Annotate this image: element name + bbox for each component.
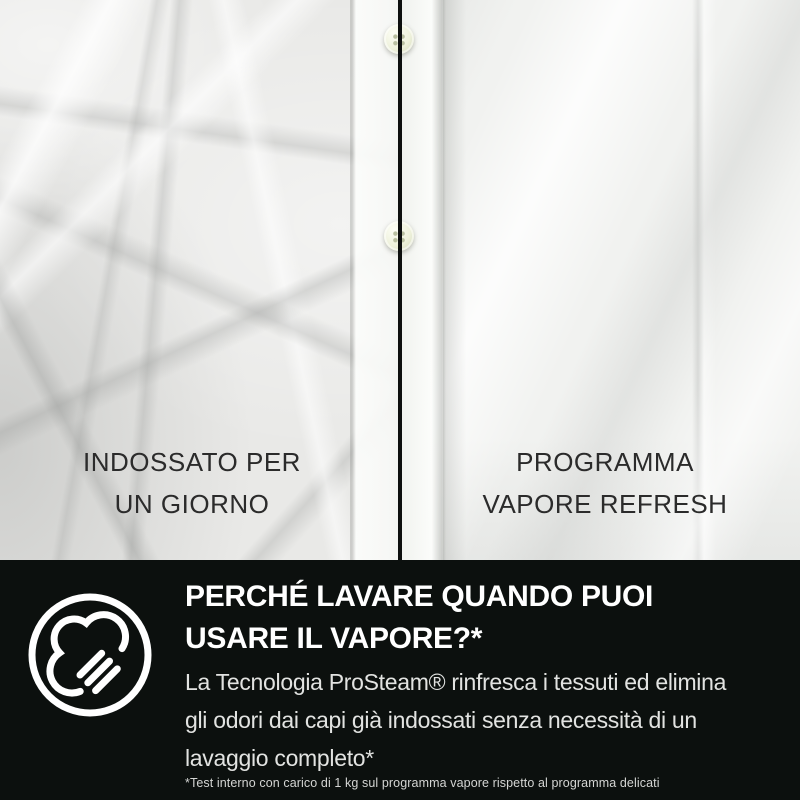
label-left-line1: INDOSSATO PER: [83, 447, 301, 477]
body-copy: [185, 663, 726, 777]
label-left-line2: UN GIORNO: [114, 489, 270, 519]
info-panel: [0, 560, 800, 800]
label-right-line2: VAPORE REFRESH: [482, 489, 728, 519]
body-line3: lavaggio completo*: [185, 745, 374, 771]
headline-line2: USARE IL VAPORE?*: [185, 622, 483, 655]
body-line1: La Tecnologia ProSteam® rinfresca i tessuti ed elimina: [185, 669, 727, 695]
divider-line: [398, 0, 402, 560]
prosteam-steam-icon: [28, 593, 152, 717]
headline: [185, 576, 653, 660]
label-worn-one-day: [27, 441, 357, 525]
headline-line1: PERCHÉ LAVARE QUANDO PUOI: [185, 580, 654, 613]
body-line2: gli odori dai capi già indossati senza necessità di un: [185, 707, 697, 733]
label-right-line1: PROGRAMMA: [516, 447, 694, 477]
label-steam-refresh-program: [440, 441, 770, 525]
footnote: *Test interno con carico di 1 kg sul programma vapore rispetto al programma delicati: [185, 776, 660, 790]
